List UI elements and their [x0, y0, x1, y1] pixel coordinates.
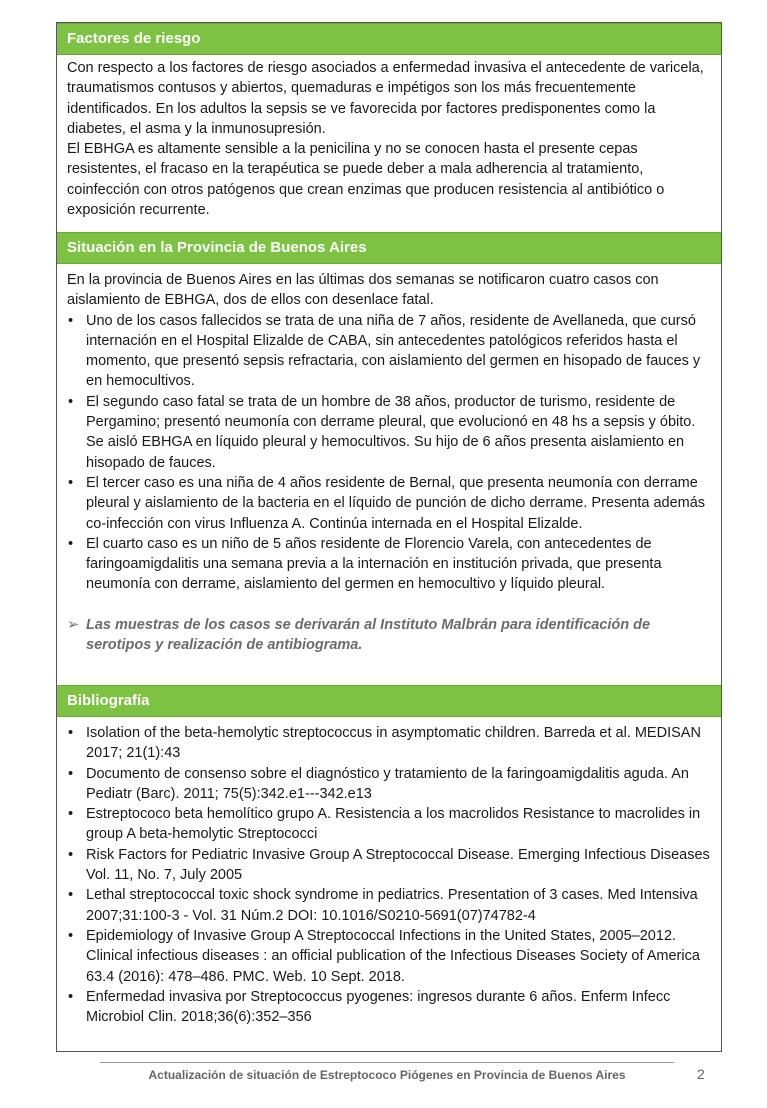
page-number: 2 [697, 1066, 705, 1082]
footer-text: Actualización de situación de Estreptococo Piógenes en Provincia de Buenos Aires [148, 1068, 626, 1082]
section-title: Bibliografía [67, 692, 150, 709]
list-item: • Lethal streptococcal toxic shock syndrome in pediatrics. Presentation of 3 cases. Med Intensiva 2007;31:100-3 - Vol. 31 Núm.2 DOI: 10.1016/S0210-5691(07)74782-4 [67, 885, 711, 926]
document-frame [56, 22, 722, 1052]
section-header-bibliografia [57, 685, 721, 717]
list-item: • Enfermedad invasiva por Streptococcus pyogenes: ingresos durante 6 años. Enferm Infecc Microbiol Clin. 2018;36(6):352–356 [67, 987, 711, 1028]
list-item: • Isolation of the beta-hemolytic streptococcus in asymptomatic children. Barreda et al. MEDISAN 2017; 21(1):43 [67, 723, 711, 764]
list-item: • Estreptococo beta hemolítico grupo A. Resistencia a los macrolidos Resistance to macrolides in group A beta-hemolytic Streptococci [67, 804, 711, 845]
list-item: • El tercer caso es una niña de 4 años residente de Bernal, que presenta neumonía con derrame pleural y aislamiento de la bacteria en el líquido de punción de dicho derrame. Presenta además co-infección con virus Influenza A. Continúa internada en el Hospital Elizalde. [67, 473, 711, 534]
list-item: • Uno de los casos fallecidos se trata de una niña de 7 años, residente de Avellaneda, que cursó internación en el Hospital Elizalde de CABA, sin antecedentes patológicos referidos hasta el momento, que presentó sepsis refractaria, con aislamiento del germen en hisopado de fauces y en hemocultivos. [67, 311, 711, 392]
section-title: Factores de riesgo [67, 30, 201, 47]
list-item: • Epidemiology of Invasive Group A Streptococcal Infections in the United States, 2005–2012. Clinical infectious diseases : an official publication of the Infectious Diseases Society of America 63.4 (2016): 478–486. PMC. Web. 10 Sept. 2018. [67, 926, 711, 987]
note-text: Las muestras de los casos se derivarán al Instituto Malbrán para identificación de serotipos y realización de antibiograma. [86, 616, 651, 654]
section-body-situacion [57, 266, 721, 655]
section-title: Situación en la Provincia de Buenos Aires [67, 239, 367, 256]
section-header-factores [57, 23, 721, 55]
section-body-factores [57, 54, 721, 220]
footer-divider [100, 1062, 674, 1063]
list-item: • El segundo caso fatal se trata de un hombre de 38 años, productor de turismo, residente de Pergamino; presentó neumonía con derrame pleural, que evolucionó en 48 hs a sepsis y óbito. Se aisló EBHGA en líquido pleural y hemocultivos. Su hijo de 6 años presenta aislamiento en hisopado de fauces. [67, 392, 711, 473]
list-item: • El cuarto caso es un niño de 5 años residente de Florencio Varela, con antecedentes de faringoamigdalitis una semana previa a la internación en institución privada, que presenta neumonía con derrame, aislamiento del germen en hemocultivo y líquido pleural. [67, 534, 711, 595]
case-list [67, 311, 711, 595]
paragraph: El EBHGA es altamente sensible a la penicilina y no se conocen hasta el presente cepas resistentes, el fracaso en la terapéutica se puede deber a mala adherencia al tratamiento, coinfección con otros patógenos que crean enzimas que producen resistencia al antibiótico o exposición recurrente. [67, 141, 665, 219]
section-header-situacion [57, 232, 721, 264]
arrow-bullet-icon: ➢ [67, 616, 80, 633]
paragraph: Con respecto a los factores de riesgo asociados a enfermedad invasiva el antecedente de varicela, traumatismos contusos y abiertos, quemaduras e impétigos son los más frecuentemente identificados. En los adultos la sepsis se ve favorecida por factores predisponentes como la diabetes, el asma y la inmunosupresión. [67, 60, 704, 137]
note [67, 615, 711, 656]
paragraph: En la provincia de Buenos Aires en las últimas dos semanas se notificaron cuatro casos con aislamiento de EBHGA, dos de ellos con desenlace fatal. [67, 272, 659, 309]
list-item: • Risk Factors for Pediatric Invasive Group A Streptococcal Disease. Emerging Infectious Diseases Vol. 11, No. 7, July 2005 [67, 845, 711, 886]
bibliography-list [67, 723, 711, 1027]
section-body-bibliografia [57, 719, 721, 1027]
list-item: • Documento de consenso sobre el diagnóstico y tratamiento de la faringoamigdalitis aguda. An Pediatr (Barc). 2011; 75(5):342.e1---342.e13 [67, 764, 711, 805]
